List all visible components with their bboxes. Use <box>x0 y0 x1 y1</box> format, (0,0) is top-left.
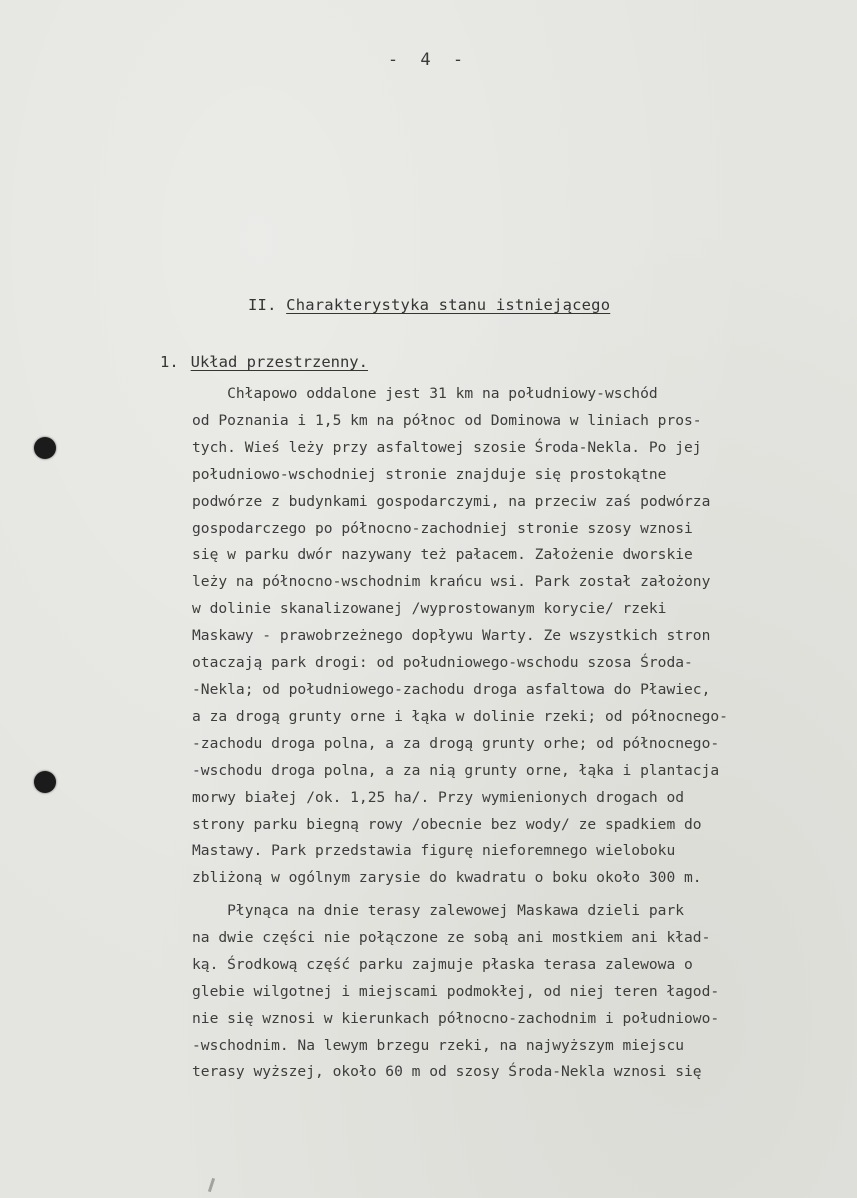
paragraph-spatial-layout: Chłapowo oddalone jest 31 km na południowy-wschód od Poznania i 1,5 km na północ od Dominowa w liniach pros- tych. Wieś leży przy asfaltowej szosie Środa-Nekla. Po jej południowo-wschodniej stronie znajduje się prostokątne podwórze z budynkami gospodarczymi, na przeciw zaś podwórza gospodarczego po północno-zachodniej stronie szosy wznosi się w parku dwór nazywany też pałacem. Założenie dworskie leży na północno-wschodnim krańcu wsi. Park został założony w dolinie skanalizowanej /wyprostowanym korycie/ rzeki Maskawy - prawobrzeżnego dopływu Warty. Ze wszystkich stron otaczają park drogi: od południowego-wschodu szosa Środa- -Nekla; od południowego-zachodu droga asfaltowa do Pławiec, a za drogą grunty orne i łąka w dolinie rzeki; od północnego- -zachodu droga polna, a za drogą grunty orhe; od północnego- -wschodu droga polna, a za nią grunty orne, łąka i plantacja morwy białej /ok. 1,25 ha/. Przy wymienionych drogach od strony parku biegną rowy /obecnie bez wody/ ze spadkiem do Mastawy. Park przedstawia figurę nieforemnego wieloboku zbliżoną w ogólnym zarysie do kwadratu o boku około 300 m. <box>192 385 728 887</box>
section-numeral: II. <box>248 296 277 314</box>
punch-hole <box>34 771 56 793</box>
subsection-number: 1. <box>160 353 179 371</box>
subsection-title: Układ przestrzenny. <box>190 353 368 371</box>
section-title: Charakterystyka stanu istniejącego <box>286 296 611 314</box>
paper-mark <box>208 1178 215 1192</box>
page-number: - 4 - <box>387 50 470 70</box>
section-heading <box>248 296 610 314</box>
paragraph-river-terrace: Płynąca na dnie terasy zalewowej Maskawa dzieli park na dwie części nie połączone ze sobą ani mostkiem ani kład- ką. Środkową część parku zajmuje płaska terasa zalewowa o glebie wilgotnej i miejscami podmokłej, od niej teren łagod- nie się wznosi w kierunkach północno-zachodnim i południowo- -wschodnim. Na lewym brzegu rzeki, na najwyższym miejscu terasy wyższej, około 60 m od szosy Środa-Nekla wznosi się <box>192 902 720 1081</box>
subsection-heading <box>160 353 368 371</box>
punch-hole <box>34 437 56 459</box>
